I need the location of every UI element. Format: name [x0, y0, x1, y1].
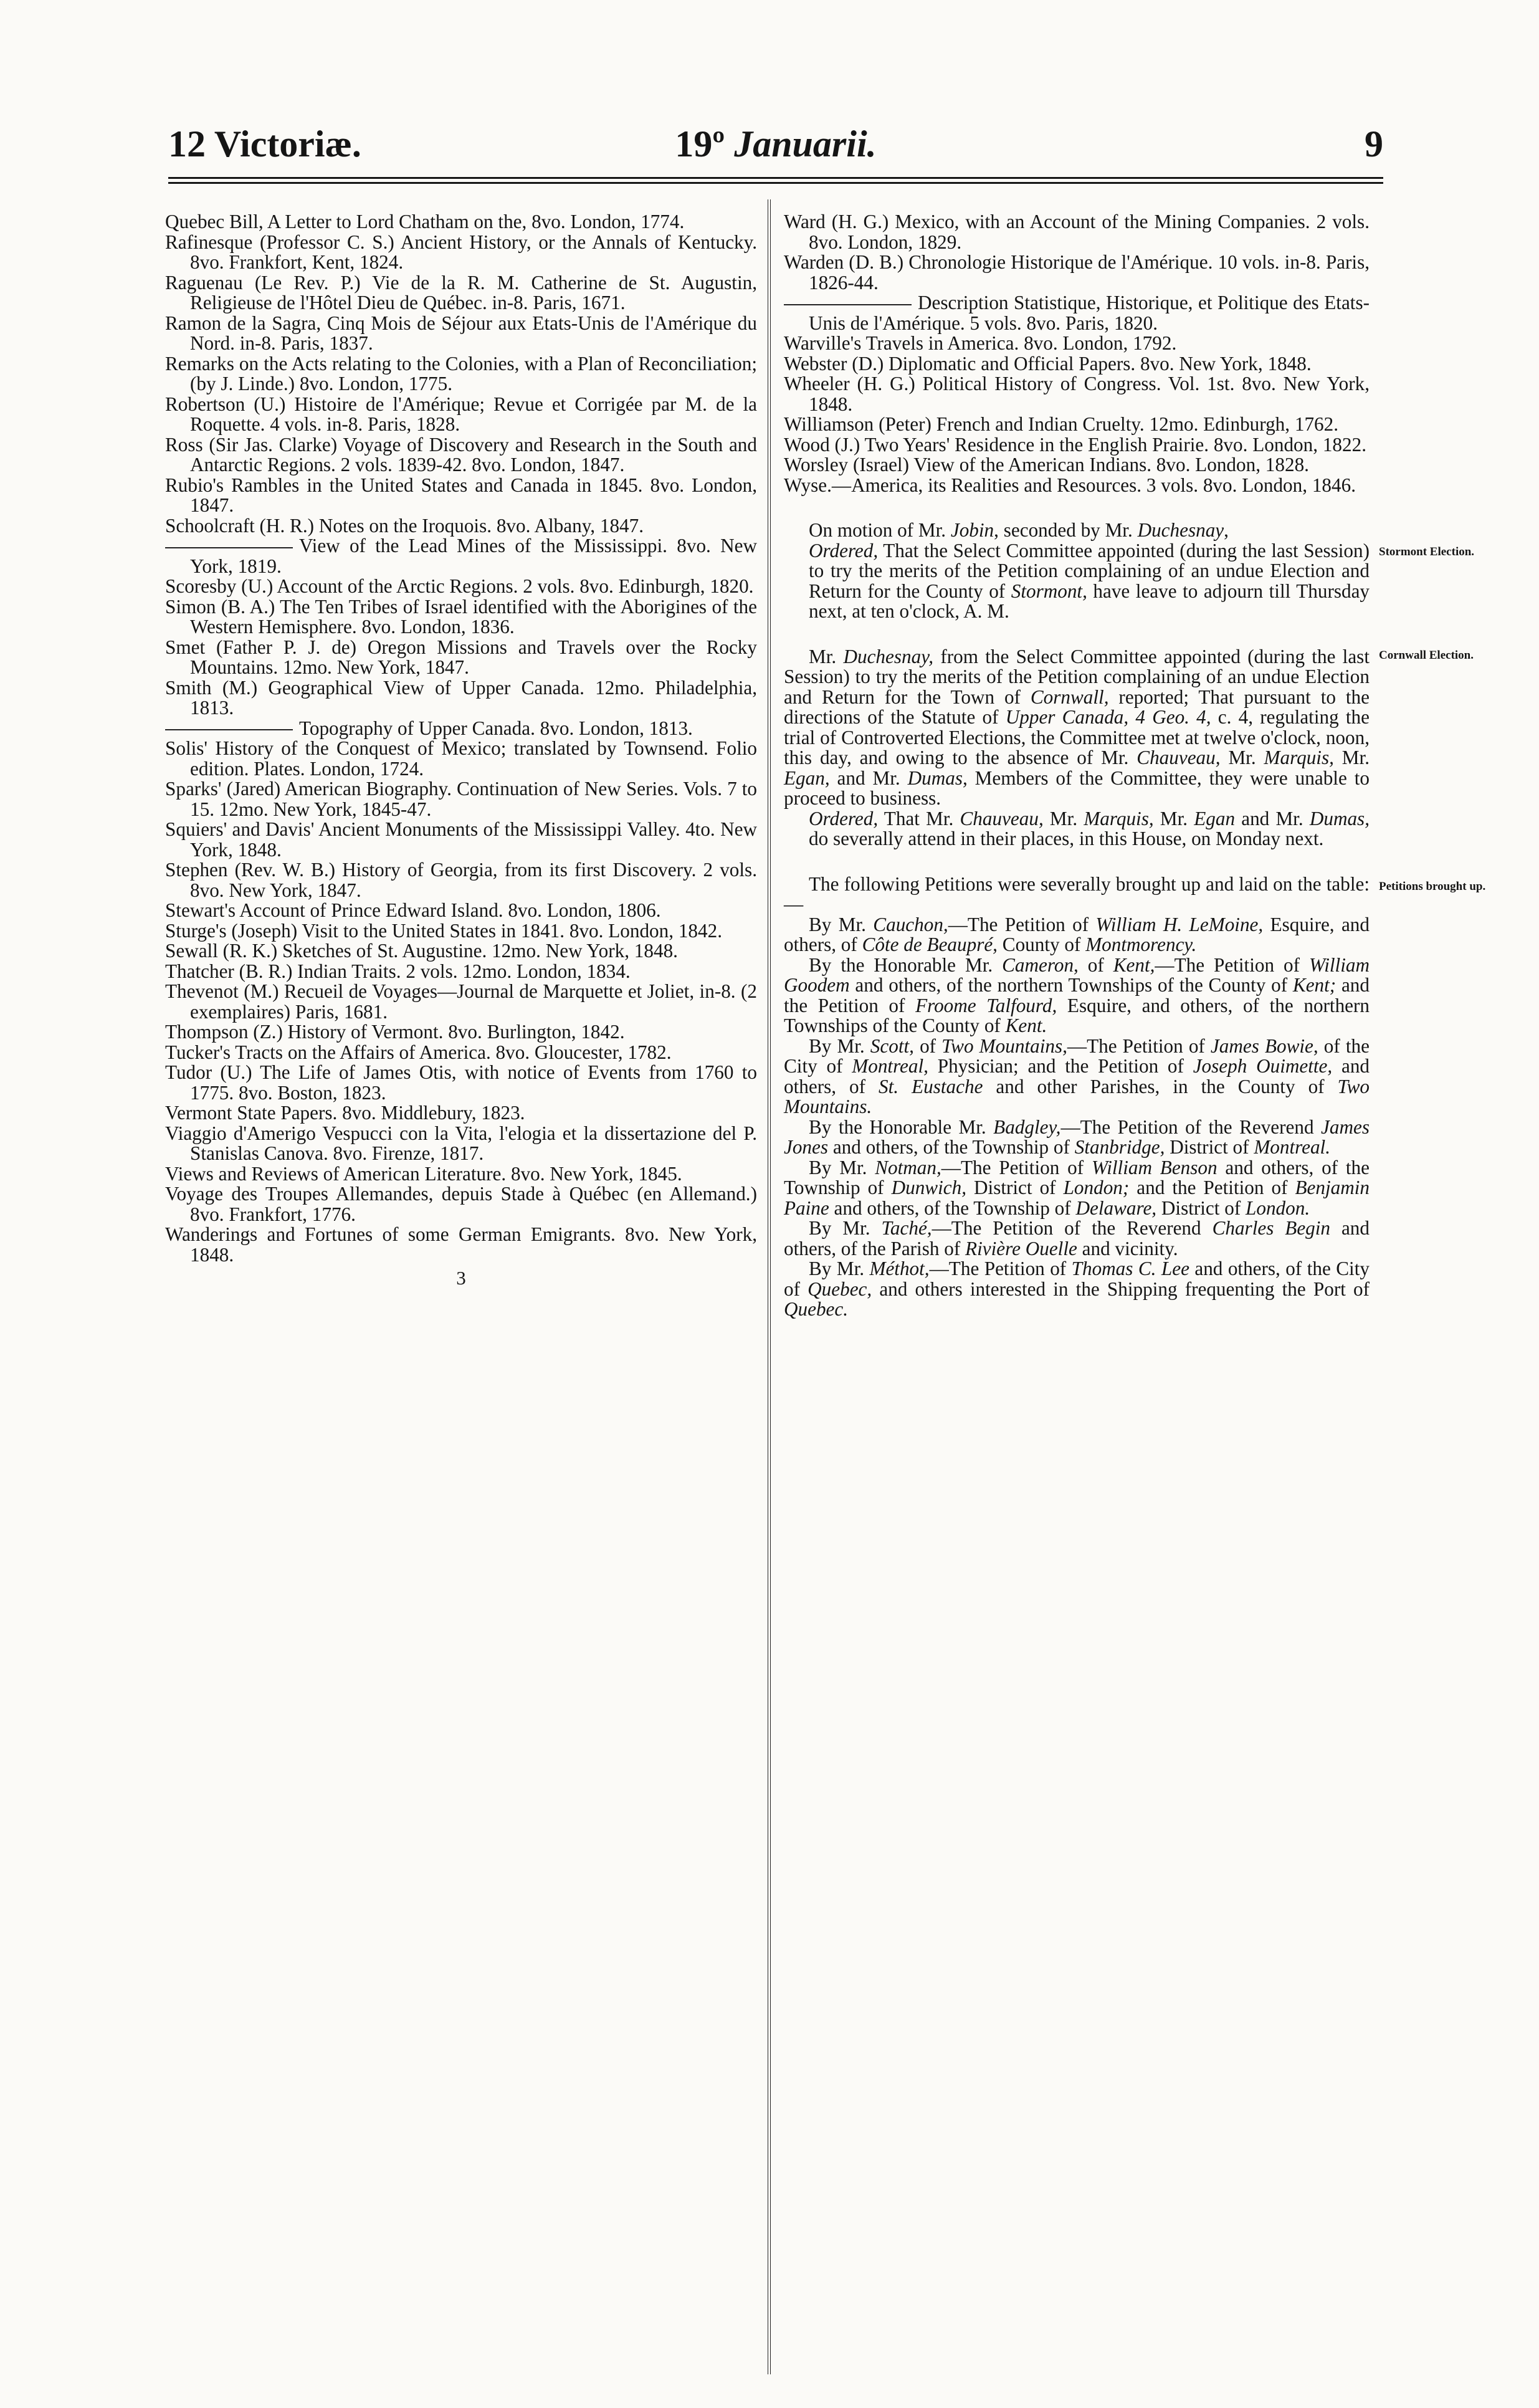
italic-run: Montmorency. [1085, 934, 1197, 955]
member-name: Duchesnay [1137, 519, 1224, 541]
place-name: Cornwall, [1030, 686, 1109, 708]
text-run: Physician; and the Petition of [928, 1055, 1193, 1077]
book-entry: Thatcher (B. R.) Indian Traits. 2 vols. 12mo. London, 1834. [165, 960, 631, 982]
text-run: of [1078, 953, 1113, 976]
book-entry: Smith (M.) Geographical View of Upper Canada. 12mo. Philadelphia, 1813. [165, 676, 757, 719]
header-rule-top [168, 177, 1383, 179]
member-name: Marquis, [1264, 747, 1334, 768]
italic-run: Joseph Ouimette, [1193, 1055, 1333, 1077]
margin-note-petitions: Petitions brought up. [1379, 879, 1486, 893]
text-run: do severally attend in their places, in this House, on Monday next. [809, 828, 1324, 849]
book-entry: Wyse.—America, its Realities and Resources. 3 vols. 8vo. London, 1846. [784, 474, 1356, 496]
book-entry: Thompson (Z.) History of Vermont. 8vo. Burlington, 1842. [165, 1021, 625, 1043]
ditto-rule [165, 729, 293, 730]
signature-mark: 3 [456, 1267, 466, 1289]
italic-run: Scott, [870, 1034, 914, 1057]
member-name: Dumas, [907, 767, 968, 789]
italic-run: Montreal, [852, 1055, 928, 1077]
text-run: By Mr. [809, 1156, 875, 1178]
place-name: Stormont, [1011, 580, 1087, 602]
italic-run: Montreal. [1254, 1136, 1331, 1158]
italic-run: Taché, [881, 1217, 932, 1239]
text-run: Mr. [809, 645, 844, 667]
text-run: Mr. [1153, 807, 1194, 829]
book-entry-ditto [165, 719, 757, 739]
page-number: 9 [1365, 123, 1383, 165]
text-run: from the Select Committee appointed (during the last Session) to try the merits of the Petition complaining of an undue Election and Return for the Town of [784, 645, 1370, 708]
book-entry: Sparks' (Jared) American Biography. Continuation of New Series. Vols. 7 to 15. 12mo. New York, 1845-47. [165, 778, 757, 820]
book-entry: Smet (Father P. J. de) Oregon Missions and Travels over the Rocky Mountains. 12mo. New York, 1847. [165, 636, 757, 678]
date-number: 19º [675, 123, 725, 165]
text-run: have leave to adjourn till Thursday next, at ten o'clock, A. M. [809, 580, 1370, 622]
book-entry: Worsley (Israel) View of the American Indians. 8vo. London, 1828. [784, 454, 1309, 475]
text-run: That the Select Committee appointed (during the last Session) to try the merits of the Petition complaining of an undue Election and Return for the County of [809, 539, 1370, 602]
text-run: and others, of the Township of [784, 1156, 1370, 1198]
italic-run: Notman, [875, 1156, 941, 1178]
book-entry: Viaggio d'Amerigo Vespucci con la Vita, l'elogia et la dissertazione del P. Stanislas Canova. 8vo. Firenze, 1817. [165, 1122, 757, 1164]
book-entry: Rafinesque (Professor C. S.) Ancient History, or the Annals of Kentucky. 8vo. Frankfort, Kent, 1824. [165, 231, 757, 273]
text-run: —The Petition of [1155, 953, 1309, 976]
book-entry: Webster (D.) Diplomatic and Official Papers. 8vo. New York, 1848. [784, 352, 1312, 375]
book-entry: Warden (D. B.) Chronologie Historique de l'Amérique. 10 vols. in-8. Paris, 1826-44. [784, 251, 1370, 294]
margin-note-stormont: Stormont Election. [1379, 545, 1475, 558]
book-entry: Schoolcraft (H. R.) Notes on the Iroquois. 8vo. Albany, 1847. [165, 514, 644, 537]
text-run: and others, of [784, 1055, 1370, 1097]
motion-paragraph [784, 520, 1370, 541]
member-name: Egan [1194, 807, 1236, 829]
order-stormont [784, 539, 1475, 622]
text-run: and others, of the Township of [829, 1197, 1076, 1219]
text-run: The following Petitions were severally brought up and laid on the table:— [784, 872, 1370, 915]
text-run: and vicinity. [1077, 1237, 1178, 1259]
book-entry-ditto [165, 536, 757, 576]
book-entry: Ramon de la Sagra, Cinq Mois de Séjour aux Etats-Unis de l'Amérique du Nord. in-8. Paris, 1837. [165, 312, 757, 354]
text-run: That Mr. [878, 807, 960, 829]
member-name: Chauveau, [1136, 747, 1221, 768]
italic-run: Delaware, [1075, 1197, 1157, 1219]
text-run: District of [1165, 1136, 1254, 1158]
text-run: —The Petition of [1067, 1034, 1211, 1057]
right-column [784, 211, 1486, 1320]
text-run: District of [1156, 1197, 1246, 1219]
italic-run: Two Mountains. [784, 1075, 1370, 1117]
text-run: of [913, 1034, 942, 1057]
member-name: Egan, [784, 767, 830, 789]
page-header [168, 116, 1383, 172]
italic-run: Stanbridge, [1074, 1136, 1165, 1158]
text-run: By Mr. [809, 1258, 870, 1279]
text-run: and other Parishes, in the County of [983, 1075, 1338, 1097]
italic-run: Kent; [1292, 974, 1336, 996]
italic-run: Two Mountains, [941, 1034, 1067, 1057]
petition-item [784, 915, 1370, 955]
italic-run: Charles Begin [1212, 1217, 1331, 1239]
text-run: and the Petition of [784, 974, 1370, 1016]
book-entry: Stewart's Account of Prince Edward Island. 8vo. London, 1806. [165, 899, 661, 921]
book-entry: Vermont State Papers. 8vo. Middlebury, 1823. [165, 1102, 525, 1124]
book-entry: Sewall (R. K.) Sketches of St. Augustine. 12mo. New York, 1848. [165, 940, 678, 962]
left-column [165, 212, 757, 1289]
text-run: and others, of the City of [784, 1258, 1370, 1300]
book-entry: Wanderings and Fortunes of some German Emigrants. 8vo. New York, 1848. [165, 1223, 757, 1266]
italic-run: Froome Talfourd, [915, 994, 1057, 1016]
committee-report [784, 645, 1474, 809]
italic-run: London; [1063, 1177, 1130, 1198]
book-entry: Thevenot (M.) Recueil de Voyages—Journal de Marquette et Joliet, in-8. (2 exemplaires) Paris, 1681. [165, 980, 757, 1023]
ditto-rule [165, 547, 293, 548]
text-run: and others, of the northern Townships of the County of [849, 974, 1293, 996]
text-run: Mr. [1220, 747, 1264, 768]
italic-run: Badgley, [993, 1116, 1061, 1138]
book-entry: Views and Reviews of American Literature. 8vo. New York, 1845. [165, 1162, 682, 1185]
section-gap [784, 495, 1370, 520]
member-name: Marquis, [1084, 807, 1154, 829]
text-run: By Mr. [809, 1217, 882, 1239]
header-rule-bottom [168, 182, 1383, 184]
book-entry: Ross (Sir Jas. Clarke) Voyage of Discovery and Research in the South and Antarctic Regions. 2 vols. 1839-42. 8vo. London, 1847. [165, 433, 757, 475]
text-run: County of [997, 934, 1086, 955]
text-run: —The Petition of [948, 913, 1096, 935]
petition-item [784, 1036, 1370, 1117]
text-run: By Mr. [809, 1034, 870, 1057]
italic-run: Cameron, [1002, 953, 1079, 976]
session-date [168, 116, 1383, 172]
text-run: and others, of the Township of [828, 1136, 1075, 1158]
text-run: , [1224, 519, 1229, 541]
book-entry-text: Topography of Upper Canada. 8vo. London, 1813. [299, 717, 693, 739]
italic-run: William H. LeMoine, [1095, 913, 1264, 935]
text-run: reported; That pursuant to the directions of the Statute of [784, 686, 1370, 728]
book-entry: Warville's Travels in America. 8vo. London, 1792. [784, 332, 1177, 354]
book-entry: Voyage des Troupes Allemandes, depuis Stade à Québec (en Allemand.) 8vo. Frankfort, 1776. [165, 1183, 757, 1225]
margin-note-cornwall: Cornwall Election. [1379, 648, 1474, 662]
book-entry: Sturge's (Joseph) Visit to the United States in 1841. 8vo. London, 1842. [165, 919, 723, 942]
date-month: Januarii. [734, 123, 877, 165]
book-entry: Scoresby (U.) Account of the Arctic Regions. 2 vols. 8vo. Edinburgh, 1820. [165, 575, 754, 597]
text-run: Esquire, and others, of the northern Townships of the County of [784, 994, 1370, 1036]
text-run: Members of the Committee, they were unable to proceed to business. [784, 767, 1370, 809]
text-run: Mr. [1043, 807, 1084, 829]
column-divider [768, 199, 771, 2374]
petition-item [784, 1117, 1370, 1158]
text-run: —The Petition of the Reverend [932, 1217, 1213, 1239]
book-entry: Wheeler (H. G.) Political History of Congress. Vol. 1st. 8vo. New York, 1848. [784, 373, 1370, 415]
text-run: , seconded by Mr. [994, 519, 1138, 541]
book-entry-text: Description Statistique, Historique, et Politique des Etats-Unis de l'Amérique. 5 vols. 8vo. Paris, 1820. [809, 292, 1370, 334]
ditto-rule [784, 304, 912, 305]
petitions-list [784, 915, 1370, 1320]
book-entry: Raguenau (Le Rev. P.) Vie de la R. M. Catherine de St. Augustin, Religieuse de l'Hôtel Dieu de Québec. in-8. Paris, 1671. [165, 271, 757, 313]
book-entry: Quebec Bill, A Letter to Lord Chatham on the, 8vo. London, 1774. [165, 211, 685, 232]
statute-name: Upper Canada, 4 Geo. 4, [1005, 706, 1211, 728]
book-entry: Squiers' and Davis' Ancient Monuments of the Mississippi Valley. 4to. New York, 1848. [165, 818, 757, 861]
book-entry: Tucker's Tracts on the Affairs of America. 8vo. Gloucester, 1782. [165, 1041, 672, 1063]
italic-run: Thomas C. Lee [1071, 1258, 1189, 1279]
book-entry: Wood (J.) Two Years' Residence in the English Prairie. 8vo. London, 1822. [784, 433, 1366, 456]
text-run: By the Honorable Mr. [809, 1116, 994, 1138]
text-run: of the City of [784, 1034, 1370, 1077]
text-run: Mr. [1333, 747, 1370, 768]
section-gap [784, 849, 1370, 874]
italic-run: Kent. [1005, 1015, 1047, 1036]
text-run: and Mr. [829, 767, 908, 789]
italic-run: Rivière Ouelle [965, 1237, 1077, 1259]
petitions-intro [784, 872, 1486, 915]
italic-run: Côte de Beaupré, [862, 934, 998, 955]
member-name: Dumas, [1309, 807, 1370, 829]
ordered-label: Ordered, [809, 539, 879, 561]
book-entry-ditto [784, 293, 1370, 333]
regnal-year: 12 Victoriæ. [168, 123, 361, 165]
book-entry: Stephen (Rev. W. B.) History of Georgia, from its first Discovery. 2 vols. 8vo. New York, 1847. [165, 859, 757, 901]
text-run: By the Honorable Mr. [809, 953, 1003, 976]
italic-run: James Jones [784, 1116, 1370, 1158]
book-entry: Remarks on the Acts relating to the Colonies, with a Plan of Reconciliation; (by J. Linde.) 8vo. London, 1775. [165, 352, 757, 394]
petition-item [784, 1218, 1370, 1259]
italic-run: Méthot, [869, 1258, 930, 1279]
petition-item [784, 955, 1370, 1036]
italic-run: Kent, [1113, 953, 1155, 976]
text-run: District of [966, 1177, 1064, 1198]
italic-run: London. [1246, 1197, 1310, 1219]
text-run: and others, of the Parish of [784, 1217, 1370, 1259]
text-run: By Mr. [809, 913, 874, 935]
book-entry: Williamson (Peter) French and Indian Cruelty. 12mo. Edinburgh, 1762. [784, 413, 1339, 435]
text-run: —The Petition of the Reverend [1060, 1116, 1322, 1138]
italic-run: Quebec. [784, 1298, 849, 1320]
text-run: Esquire, and others, of [784, 913, 1370, 955]
text-run: and the Petition of [1129, 1177, 1295, 1198]
italic-run: Benjamin Paine [784, 1177, 1370, 1219]
section-gap [784, 622, 1370, 647]
italic-run: James Bowie, [1210, 1034, 1318, 1057]
italic-run: William Benson [1091, 1156, 1217, 1178]
book-entry: Ward (H. G.) Mexico, with an Account of the Mining Companies. 2 vols. 8vo. London, 1829. [784, 211, 1370, 253]
book-entry: Simon (B. A.) The Ten Tribes of Israel identified with the Aborigines of the Western Hemisphere. 8vo. London, 1836. [165, 595, 757, 638]
italic-run: Cauchon, [873, 913, 948, 935]
text-run: On motion of Mr. [809, 519, 951, 541]
italic-run: St. Eustache [879, 1075, 983, 1097]
italic-run: William Goodem [784, 953, 1370, 996]
book-entry: Solis' History of the Conquest of Mexico; translated by Townsend. Folio edition. Plates. London, 1724. [165, 737, 757, 780]
italic-run: Dunwich, [891, 1177, 966, 1198]
book-entry: Rubio's Rambles in the United States and Canada in 1845. 8vo. London, 1847. [165, 474, 757, 516]
petition-item [784, 1259, 1370, 1320]
text-run: and Mr. [1235, 807, 1310, 829]
petition-item [784, 1158, 1370, 1219]
member-name: Duchesnay, [843, 645, 934, 667]
text-run: —The Petition of [941, 1156, 1092, 1178]
member-name: Chauveau, [960, 807, 1044, 829]
order-attendance [784, 809, 1370, 849]
text-run: and others interested in the Shipping frequenting the Port of [872, 1278, 1370, 1300]
text-run: c. 4, regulating the trial of Controverted Elections, the Committee met at twelve o'clock, noon, this day, and owing to the absence of Mr. [784, 706, 1370, 768]
book-entry: Robertson (U.) Histoire de l'Amérique; Revue et Corrigée par M. de la Roquette. 4 vols. in-8. Paris, 1828. [165, 393, 757, 435]
book-entry-text: View of the Lead Mines of the Mississippi. 8vo. New York, 1819. [190, 535, 757, 577]
ordered-label: Ordered, [809, 807, 879, 829]
text-run: —The Petition of [929, 1258, 1072, 1279]
book-entry: Tudor (U.) The Life of James Otis, with notice of Events from 1760 to 1775. 8vo. Boston, 1823. [165, 1061, 757, 1104]
member-name: Jobin [950, 519, 994, 541]
italic-run: Quebec, [808, 1278, 872, 1300]
